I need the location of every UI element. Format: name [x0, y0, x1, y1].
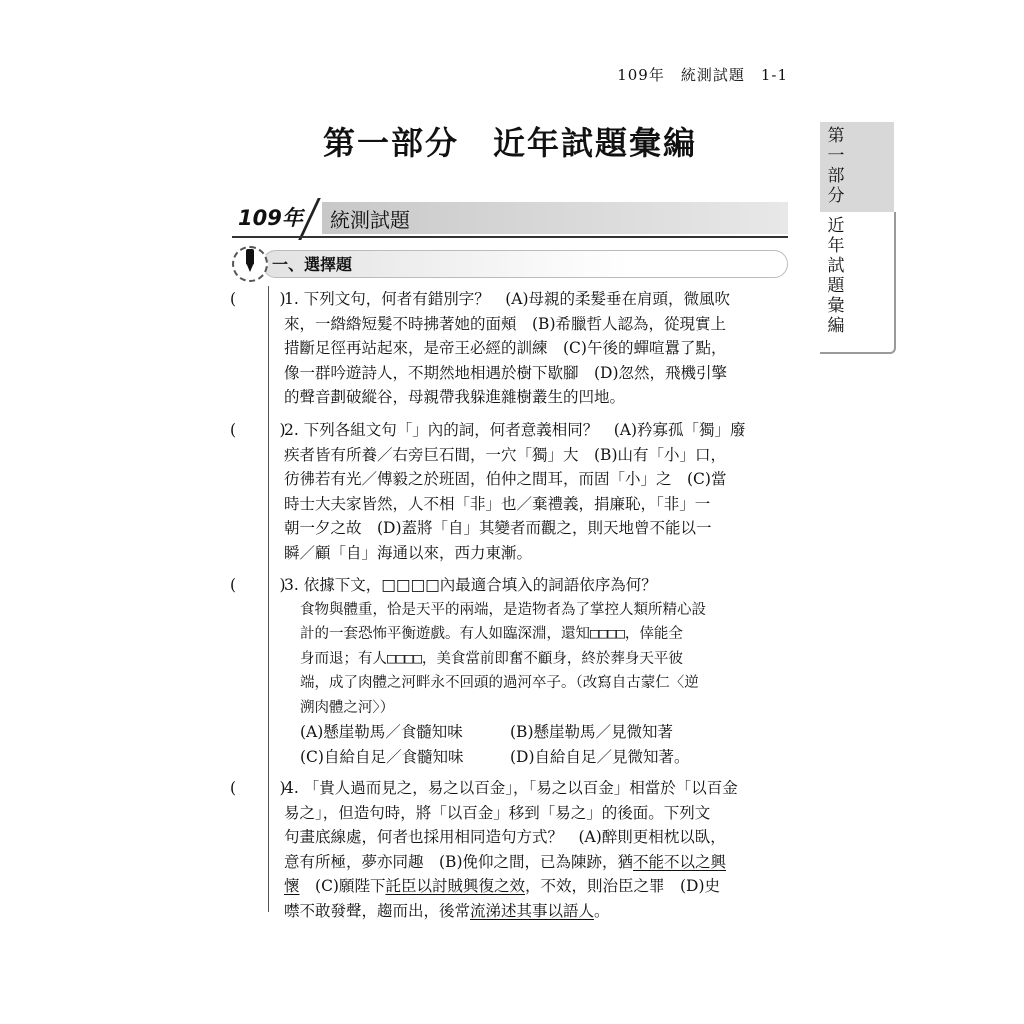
q4-line [284, 850, 790, 875]
underlined-text: 懷 [284, 877, 300, 895]
q4-line [284, 899, 790, 924]
q2-line: 朝一夕之故 (D)蓋將「自」其變者而觀之，則天地曾不能以一 [284, 519, 712, 537]
answer-blank[interactable]: ( ) [230, 779, 300, 797]
q1-line: 的聲音劃破縱谷，母親帶我躲進雜樹叢生的凹地。 [284, 388, 626, 406]
q1-line: 措斷足徑再站起來，是帝王必經的訓練 (C)午後的蟬喧囂了點， [284, 339, 727, 357]
underlined-text: 託臣以討賊興復之效 [385, 877, 525, 895]
section-header [232, 200, 788, 236]
question-2 [230, 418, 790, 565]
answer-blank[interactable]: ( ) [230, 576, 300, 594]
side-tab-char: 第 [827, 126, 845, 146]
q2-line: 2. 下列各組文句「」內的詞，何者意義相同？ (A)矜寡孤「獨」廢 [284, 421, 746, 439]
q4-line: 句畫底線處，何者也採用相同造句方式？ (A)醉則更相枕以臥， [284, 828, 726, 846]
answer-blank[interactable]: ( ) [230, 421, 300, 439]
passage-line: 計的一套恐怖平衡遊戲。有人如臨深淵，還知□□□□，倖能全 [300, 626, 683, 642]
underlined-text: 流涕述其事以語人 [470, 901, 595, 920]
part-title: 第一部分 近年試題彙編 [322, 124, 697, 162]
side-tab-char: 一 [827, 146, 845, 166]
passage-line: 食物與體重，恰是天平的兩端，是造物者為了掌控人類所精心設 [300, 601, 706, 618]
question-4 [230, 776, 790, 923]
q3-option-c: (C)自給自足／食髓知味 [300, 747, 464, 766]
q1-line: 1. 下列文句，何者有錯別字？ (A)母親的柔髮垂在肩頭，微風吹 [284, 290, 731, 308]
text: 噤不敢發聲，趨而出，後常 [284, 901, 471, 920]
side-tab-char: 編 [827, 316, 845, 336]
side-tab-char: 分 [827, 186, 845, 206]
passage-line: 端，成了肉體之河畔永不回頭的過河卒子。（改寫自古蒙仁〈逆 [300, 675, 699, 691]
text: (C)願陛下 [299, 877, 386, 895]
q2-line: 瞬／顧「自」海通以來，西力東漸。 [284, 543, 533, 562]
side-tab-char: 彙 [827, 296, 845, 316]
q1-line: 像一群吟遊詩人，不期然地相遇於樹下歇腳 (D)忽然，飛機引擎 [284, 363, 728, 382]
underlined-text: 不能不以之興 [633, 852, 727, 871]
question-1 [230, 287, 790, 410]
section-year: 109年 [238, 206, 303, 230]
side-tab-char: 年 [827, 236, 845, 256]
q3-option-a: (A)懸崖勒馬／食髓知味 [300, 723, 463, 741]
q4-line: 4. 「貴人過而見之，易之以百金」，「易之以百金」相當於「以百金 [284, 779, 738, 797]
q2-line: 彷彿若有光／傅毅之於班固，伯仲之間耳，而固「小」之 (C)當 [284, 470, 727, 488]
side-tab [820, 122, 894, 354]
q3-stem: 3. 依據下文，□□□□內最適合填入的詞語依序為何？ [284, 576, 657, 594]
q4-line: 易之」，但造句時，將「以百金」移到「易之」的後面。下列文 [284, 803, 711, 822]
passage-line: 溯肉體之河〉） [300, 699, 395, 716]
text: ，不效，則治臣之罪 (D)史 [525, 877, 721, 895]
text: 意有所極，夢亦同趣 (B)俛仰之間，已為陳跡，猶 [284, 852, 633, 871]
subsection-title: 一、選擇題 [272, 255, 353, 274]
q2-line: 疾者皆有所養／右旁巨石間，一穴「獨」大 (B)山有「小」口， [284, 445, 726, 464]
q3-option-d: (D)自給自足／見微知著。 [510, 747, 690, 766]
side-tab-char: 試 [827, 256, 845, 276]
text: 。 [594, 901, 610, 920]
q3-option-b: (B)懸崖勒馬／見微知著 [510, 723, 673, 741]
section-label: 統測試題 [330, 208, 410, 232]
side-tab-top [820, 122, 894, 212]
running-head: 109年 統測試題 1-1 [617, 66, 788, 84]
pen-icon [232, 246, 268, 282]
passage-line: 身而退；有人□□□□，美食當前即奮不顧身，終於葬身天平彼 [300, 650, 683, 667]
q1-line: 來，一綹綹短髮不時拂著她的面頰 (B)希臘哲人認為，從現實上 [284, 314, 726, 333]
side-tab-char: 題 [827, 276, 845, 296]
subsection-header [232, 250, 788, 278]
q2-line: 時士大夫家皆然，人不相「非」也／棄禮義，捐廉恥，「非」一 [284, 494, 711, 513]
side-tab-bottom [820, 212, 896, 354]
side-tab-char: 近 [827, 216, 845, 236]
side-tab-char: 部 [827, 166, 845, 186]
answer-blank[interactable]: ( ) [230, 290, 300, 308]
question-3 [230, 573, 790, 769]
q4-line [284, 874, 790, 899]
q3-passage [300, 598, 790, 721]
